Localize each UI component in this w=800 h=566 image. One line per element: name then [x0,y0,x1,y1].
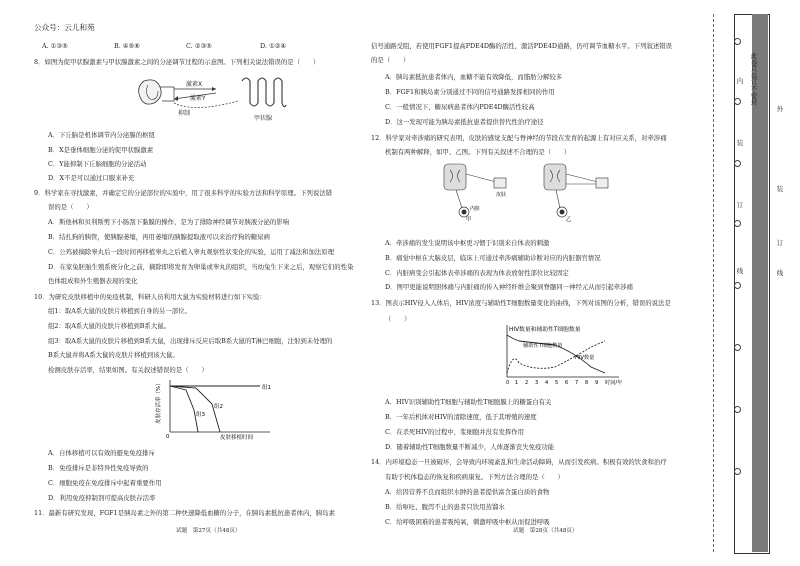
option: A．牵涉痛的发生说明该中枢更习惯于识别来自体表的刺激 [385,239,550,247]
legend-label: 辅助性T细胞数量 [523,343,563,349]
x-tick: 2 [525,380,529,386]
option: D．在家兔胚胎生殖系统分化之前，摘除即将发育为卵巢或睾丸的组织，当幼兔生下来之后，观察它们的性染 [48,263,354,271]
question-12-stem: 机制有两种解释，如甲、乙图。下列有关叙述不合理的是（ ） [385,148,571,156]
question-11-stem: 的是（ ） [371,56,410,64]
legend-label: 组3 [196,412,205,418]
option: 色体组成和外生殖器表现的变化 [48,277,138,285]
option: A．胰岛素抵抗患者体内，血糖不能有效降低，而脂肪分解较多 [385,73,563,81]
source-label: 公众号：云儿和苑 [34,23,95,32]
option: A．自体移植可以有效的避免免疫排斥 [48,449,155,457]
option: B．给呕吐、腹泻不止的患者只饮用蒸馏水 [385,503,505,511]
binding-hole [734,160,741,167]
chart-title: HIV数量和辅助性T细胞数量 [509,327,581,333]
x-tick: 3 [535,380,539,386]
question-12-stem: 12．科学家对牵涉痛的研究表明，皮肤的感觉支配与脊神经的节段在发育的起源上有对应关系，对牵涉痛 [371,134,667,142]
series-line-t-cells [507,335,605,373]
x-tick: 8 [585,380,589,386]
binding-word: 装 [736,139,744,147]
option: C．公鸡被摘除睾丸后一段时间再移植睾丸之后植入睾丸观察性状变化的实验，运用了减法和加法原理 [48,248,335,256]
fig-label: 内脏 [470,206,481,212]
binding-hole [734,282,741,289]
option: D．X不是可以通过口服来补充 [48,174,135,182]
referred-pain-diagram [426,160,626,222]
fig-label: 甲状腺 [254,115,273,122]
binding-word: 装 [776,185,784,193]
option: B．一年后机体对HIV的清除速度，低于其增殖的速度 [385,413,537,421]
binding-word: 外 [776,105,784,113]
page-footer: 试题 第27页（共48页） [176,528,241,534]
option: B．免疫排斥是非特异性免疫导致的 [48,464,149,472]
series-line-group2 [170,386,220,432]
skin-survival-chart [150,376,300,440]
option: D．这一发现可能为胰岛素抵抗患者提供替代性治疗途径 [385,118,544,126]
question-10-stem: 组3：取A系大鼠的皮肤片移植到B系大鼠，出现排斥反应后取B系大鼠的T淋巴细胞，注射到未处理的 [48,337,333,345]
x-tick: 7 [575,380,579,386]
legend-label: 组2 [214,404,223,410]
option: A．斯他林和贝利斯剪下小肠刮下黏膜的操作，是为了排除神经调节对胰液分泌的影响 [48,218,290,226]
x-tick: 6 [565,380,569,386]
fig-label: 乙 [566,217,572,222]
option: B．结扎狗的胰管，使胰腺萎缩，再用萎缩的胰腺提取液可以来治疗狗的糖尿病 [48,233,270,241]
option: B．FGF1和胰岛素分别通过不同的信号通路发挥相同的作用 [385,88,555,96]
hiv-chart [495,323,645,389]
page-footer: 试题 第28页（共48页） [513,528,578,534]
x-tick: 0 [506,380,510,386]
option: C．Y能抑制下丘脑细胞的分泌活动 [48,160,147,168]
option: C. ②③⑤ [186,42,212,50]
x-tick: 1 [515,380,519,386]
option: D．随着辅助性T细胞数量不断减少，人体逐渐丧失免疫功能 [385,443,555,451]
binding-hole [734,406,741,413]
x-axis-label: 皮肤移植时间 [220,435,254,440]
binding-word: 线 [776,269,784,277]
binding-hole [734,98,741,105]
question-13-stem: 13．图表示HIV侵入人体后，HIV浓度与辅助性T细胞数量变化的曲线，下列对该图的分析，错误的说法是 [371,299,671,307]
legend-label: 组1 [262,385,271,391]
binding-word: 线 [736,267,744,275]
question-14-stem: 有助于机体稳态的恢复和疾病康复。下列方法合理的是（ ） [385,473,564,481]
x-tick: 4 [545,380,549,386]
option: D. ①②④ [260,42,287,50]
fig-label: 激素X [186,81,203,88]
binding-warning: 此卷只装订不密封 [750,53,758,107]
question-8-stem: 8．如图为促甲状腺激素与甲状腺激素之间的分泌调节过程的示意图。下列相关说法错误的是（ ） [34,58,320,66]
option: D．图甲更能说明胆体痛与内脏痛的传入神经纤维会聚到脊髓同一神经元从而引起牵涉痛 [385,283,633,291]
question-11-stem: 信号通路受阻，若使用FGF1提高PDE4D酶的活性，激活PDE4D通路，仍可调节血糖水平。下列叙述错误 [371,42,673,50]
origin-label: 0 [166,434,170,440]
option: A．下丘脑是机体调节内分泌腺的枢纽 [48,131,155,139]
legend-label: HIV数量 [575,355,595,361]
question-11-stem: 11．最新有研究发现，FGF1是胰岛素之外的第二种快速降低血糖的分子，在胰岛素抵抗患者体内，胰岛素 [34,509,335,517]
question-10-stem: B系大鼠并将A系大鼠的皮肤片移植到该大鼠。 [48,351,179,359]
question-9-stem: 9．科学家在寻找激素，并确定它的分泌部位的实验中，用了很多科学的实验方法和科学原理。下列说法错 [34,189,333,197]
binding-hole [734,38,741,45]
option: D．利用免疫抑制剂可提高皮肤存活率 [48,494,156,502]
option: A．HIV识别辅助性T细胞与辅助性T细胞膜上的糖蛋白有关 [385,398,552,406]
x-tick: 9 [595,380,599,386]
x-axis-label: 时间/年 [605,380,623,386]
binding-hole [734,468,741,475]
option: C．给呼吸困难的患者吸纯氧，刺激呼吸中枢从而促进呼吸 [385,518,550,526]
question-14-stem: 14．内环境稳态一旦被破坏，会导致内环境紊乱和生命活动障碍，从而引发疾病。积极有效的饮食和治疗 [371,458,667,466]
option: A. ①③⑤ [42,42,68,50]
binding-hole [734,344,741,351]
fig-label: 皮肤 [496,192,507,198]
hormone-diagram [134,73,304,125]
question-10-stem: 检测皮肤存活率，结果如图。有关叙述错误的是（ ） [48,366,208,374]
question-9-stem: 误的是（ ） [48,203,93,211]
binding-word: 订 [736,201,744,209]
x-tick: 5 [555,380,559,386]
option: C．内脏病变会引起体表牵涉痛的表现为体表放射性部位比较固定 [385,269,569,277]
question-10-stem: 组1：取A系大鼠的皮肤片移植到自身的另一部位。 [48,307,191,315]
option: B. ④⑤⑥ [114,42,140,50]
option: C．一般情况下，糖尿病患者体内PDE4D酶活性较高 [385,103,535,111]
question-10-stem: 组2：取A系大鼠的皮肤片移植到B系大鼠。 [48,322,171,330]
option: B．痛觉中枢在大脑皮层，临床上可通过牵涉痛辅助诊断对应的内脏器官情况 [385,254,601,262]
y-axis-label: 皮肤存活率（%） [156,380,162,424]
binding-word: 订 [776,239,784,247]
fig-label: 甲 [466,217,472,222]
option: B．X是垂体细胞分泌的促甲状腺激素 [48,146,154,154]
option: A．给因营养不良而组织水肿的患者提供富含蛋白质的食物 [385,488,550,496]
option: C．在杀死HIV的过程中，浆细胞并没有发挥作用 [385,428,525,436]
binding-hole [734,220,741,227]
fig-label: 抑制 [178,110,191,117]
series-line-group3 [170,386,198,432]
question-13-stem: （ ） [385,315,411,323]
option: C．细胞免疫在免疫排斥中起着重要作用 [48,479,162,487]
binding-word: 内 [736,77,744,85]
fig-label: 激素Y [190,95,206,102]
question-10-stem: 10．为研究皮肤移植中的免疫机制，科研人员利用大鼠为实验材料进行如下实验： [34,293,266,301]
